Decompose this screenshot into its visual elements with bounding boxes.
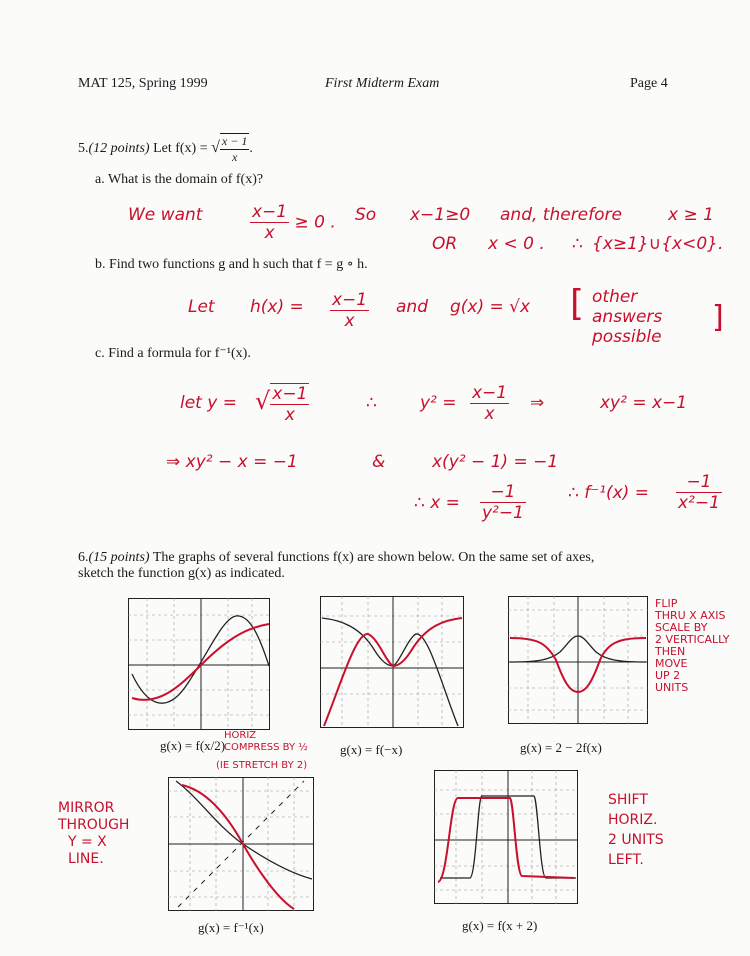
graph1-caption: g(x) = f(x/2) xyxy=(160,738,226,753)
ans-c-xeq-fraction: $\frac{-1}{\text{y²−1}}$ xyxy=(482,482,524,523)
ans-c-finv: ∴ f⁻¹(x) = xyxy=(568,483,649,503)
exam-title: First Midterm Exam xyxy=(325,76,440,91)
graph-panel-5 xyxy=(434,770,578,904)
graph-panel-2 xyxy=(320,596,464,728)
ans-b-bracket-right: ] xyxy=(712,300,724,335)
ans-a-we-want: We want xyxy=(128,205,203,225)
ans-c-finv-fraction: $\frac{-1}{\text{x²−1}}$ xyxy=(678,472,720,513)
course-title: MAT 125, Spring 1999 xyxy=(78,76,208,91)
ans-b-h: h(x) = xyxy=(250,297,304,317)
ans-b-other-answers: other answers possible xyxy=(592,287,663,347)
q5-part-b: b. Find two functions g and h such that f = g ∘ h. xyxy=(95,257,368,272)
ans-b-g: g(x) = √x xyxy=(450,297,531,317)
ans-c-let-y: let y = xyxy=(180,393,237,413)
ans-a-therefore: ∴ xyxy=(572,234,583,254)
ans-c-y2-fraction: $\frac{x-1}{x}$ xyxy=(472,383,508,424)
graph1-note: HORIZ COMPRESS BY ½ xyxy=(224,730,308,753)
ans-c-therefore-1: ∴ xyxy=(366,393,377,413)
graph4-original-curve xyxy=(176,781,312,879)
graph-panel-1 xyxy=(128,598,270,730)
q5-part-c: c. Find a formula for f⁻¹(x). xyxy=(95,346,251,361)
ans-a-set: {x≥1}∪{x<0}. xyxy=(592,234,724,254)
ans-a-x-ge-1: x ≥ 1 xyxy=(668,205,714,225)
graph3-caption: g(x) = 2 − 2f(x) xyxy=(520,740,602,755)
q5-statement: 5.(12 points) Let f(x) = √ $\frac{x - 1}{x}$ . xyxy=(78,134,253,164)
graph5-caption: g(x) = f(x + 2) xyxy=(462,918,538,933)
graph-panel-4 xyxy=(168,777,314,911)
q5-part-a: a. What is the domain of f(x)? xyxy=(95,172,264,187)
ans-c-factor: x(y² − 1) = −1 xyxy=(432,452,559,472)
ans-c-sqrt-fraction: √ $\frac{x-1}{x}$ xyxy=(255,384,308,425)
ans-c-arrow: ⇒ xyxy=(530,393,545,413)
graph4-note: MIRROR THROUGH Y = X LINE. xyxy=(58,800,130,867)
ans-a-cond1: x−1≥0 xyxy=(410,205,471,225)
ans-b-and: and xyxy=(396,297,428,317)
ans-a-fraction: $\frac{x-1}{x}$ ≥ 0 . xyxy=(252,202,336,243)
graph4-caption: g(x) = f⁻¹(x) xyxy=(198,920,264,935)
ans-c-xeq: ∴ x = xyxy=(414,493,460,513)
graph2-original-curve xyxy=(322,618,458,726)
graph5-note: SHIFT HORIZ. 2 UNITS LEFT. xyxy=(608,792,664,868)
ans-a-and-therefore: and, therefore xyxy=(500,205,622,225)
ans-c-line2: ⇒ xy² − x = −1 xyxy=(166,452,298,472)
graph1-note-2: (IE STRETCH BY 2) xyxy=(216,760,308,771)
ans-c-amp: & xyxy=(372,452,386,472)
q6-statement: 6.(15 points) The graphs of several functions f(x) are shown below. On the same set of axes, sketch the function g(x) as indicated. xyxy=(78,550,595,581)
ans-a-so: So xyxy=(355,205,377,225)
page-number: Page 4 xyxy=(630,76,668,91)
graph-panel-3 xyxy=(508,596,648,724)
ans-a-or: OR xyxy=(432,234,458,254)
ans-c-xy2: xy² = x−1 xyxy=(600,393,688,413)
ans-b-h-fraction: $\frac{x-1}{x}$ xyxy=(332,290,368,331)
ans-c-y2: y² = xyxy=(420,393,457,413)
ans-b-let: Let xyxy=(188,297,215,317)
graph2-caption: g(x) = f(−x) xyxy=(340,742,403,757)
ans-a-x-lt-0: x < 0 . xyxy=(488,234,545,254)
graph3-note: FLIP THRU X AXIS SCALE BY 2 VERTICALLY THEN MOVE UP 2 UNITS xyxy=(655,597,730,694)
graph4-sketch-curve xyxy=(182,785,294,909)
ans-b-bracket-left: [ xyxy=(570,283,585,324)
